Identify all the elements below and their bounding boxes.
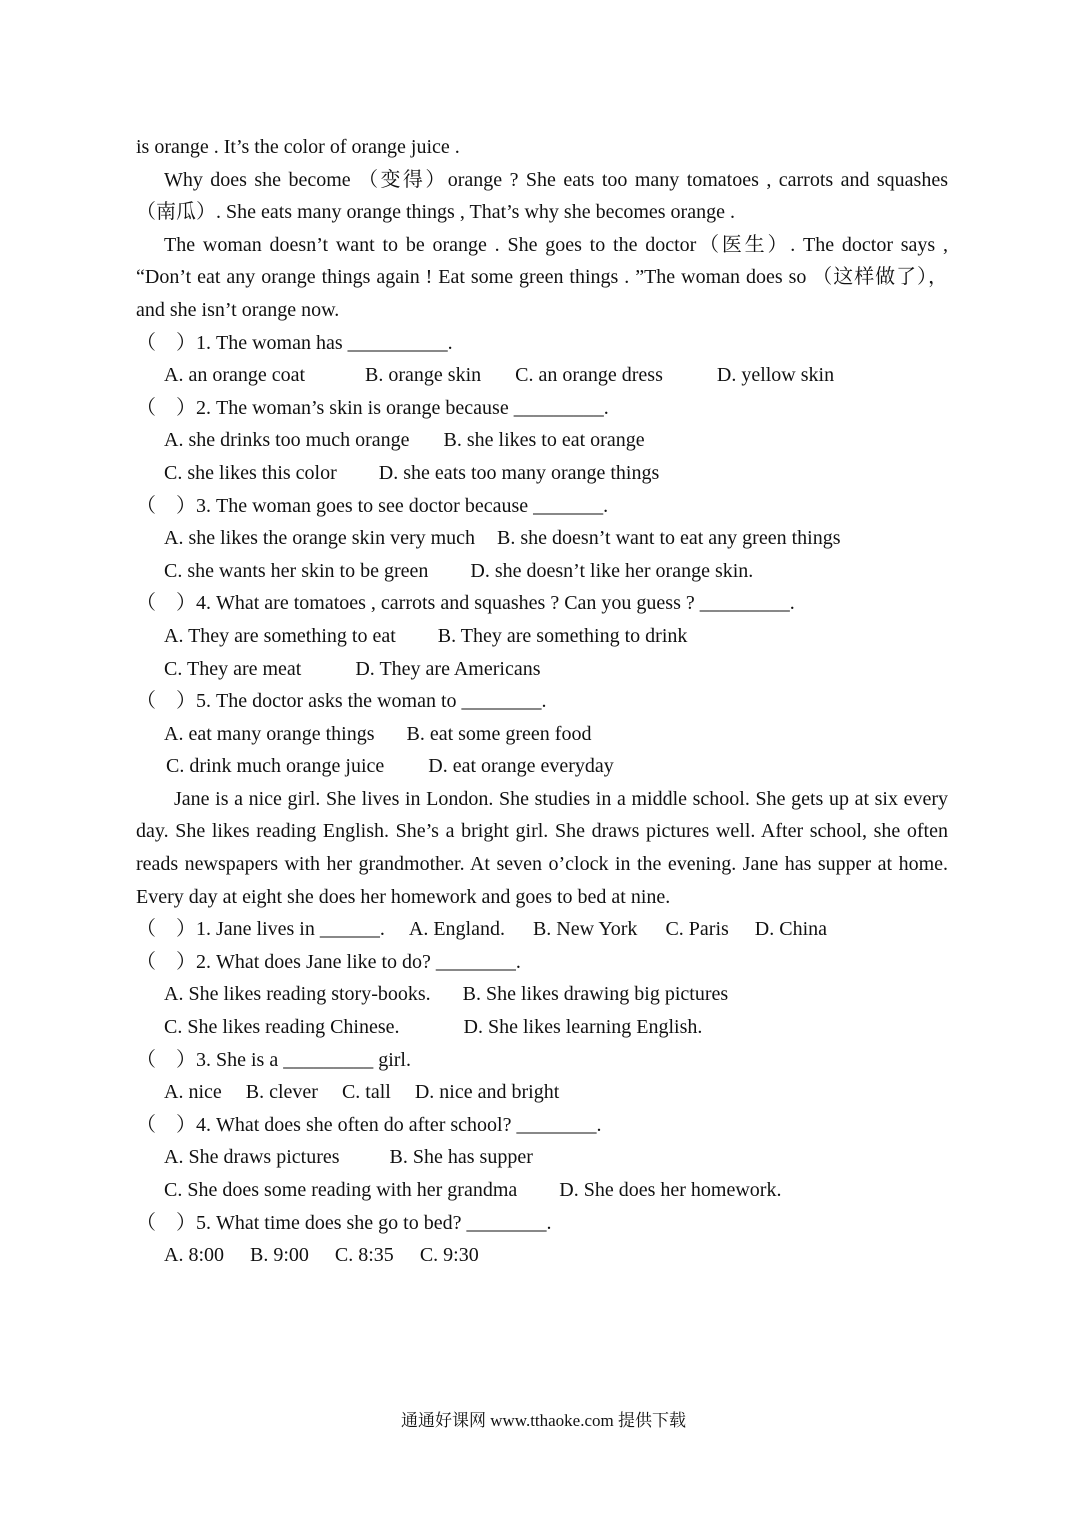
- option-d: C. 9:30: [419, 1244, 479, 1267]
- question-1-4-options-ab: [136, 620, 948, 653]
- question-1-3-options-cd: [136, 555, 948, 588]
- option-d: D. She likes learning English.: [463, 1016, 703, 1039]
- option-d: D. she eats too many orange things: [378, 461, 660, 484]
- option-d: D. she doesn’t like her orange skin.: [470, 559, 754, 582]
- question-1-3-options-ab: [136, 522, 948, 555]
- option-c: C. she likes this color: [164, 461, 337, 484]
- question-2-2-options-cd: [136, 1011, 948, 1044]
- question-1-4-options-cd: [136, 653, 948, 686]
- question-2-5-options: [136, 1239, 948, 1272]
- option-b: B. New York: [532, 918, 638, 941]
- passage1-paragraph-3: The woman doesn’t want to be orange . She goes to the doctor（医生）. The doctor says , “Don’t eat any orange things again ! Eat some green things . ”The woman does so （这样做了），and she isn’t orange now.: [136, 233, 948, 321]
- question-1-1: （ ）1. The woman has __________.: [136, 331, 453, 354]
- question-2-2-options-ab: [136, 978, 948, 1011]
- option-d: D. yellow skin: [716, 364, 835, 387]
- question-1-5-options-ab: [136, 718, 948, 751]
- option-b: B. eat some green food: [406, 722, 592, 745]
- option-a: A. nice: [164, 1081, 222, 1104]
- option-d: D. nice and bright: [414, 1081, 560, 1104]
- question-1-2: （ ）2. The woman’s skin is orange because _________.: [136, 396, 609, 419]
- option-c: C. She does some reading with her grandma: [164, 1179, 518, 1201]
- option-a: A. They are something to eat: [164, 624, 396, 647]
- passage2-paragraph: Jane is a nice girl. She lives in London. She studies in a middle school. She gets up at six every day. She likes reading English. She’s a bright girl. She draws pictures well. After school, she often reads newspapers with her grandmother. At seven o’clock in the evening. Jane has supper at home. Every day at eight she does her homework and goes to bed at nine.: [136, 787, 948, 908]
- question-1-5: （ ）5. The doctor asks the woman to ________.: [136, 690, 547, 713]
- option-c: C. drink much orange juice: [166, 755, 385, 778]
- question-1-5-options-cd: [136, 750, 948, 783]
- option-b: B. she likes to eat orange: [443, 429, 645, 452]
- option-b: B. clever: [245, 1081, 318, 1104]
- option-a: A. an orange coat: [164, 364, 306, 387]
- option-c: C. tall: [341, 1081, 391, 1104]
- question-2-4: （ ）4. What does she often do after school? ________.: [136, 1113, 602, 1136]
- option-d: D. They are Americans: [355, 657, 541, 680]
- option-a: A. eat many orange things: [164, 722, 375, 745]
- question-1-1-options: [136, 359, 948, 392]
- option-a: A. She likes reading story-books.: [164, 983, 431, 1006]
- option-c: C. Paris: [665, 918, 729, 941]
- question-1-3: （ ）3. The woman goes to see doctor because _______.: [136, 494, 609, 517]
- question-2-3: （ ）3. She is a _________ girl.: [136, 1048, 411, 1071]
- option-b: B. she doesn’t want to eat any green things: [497, 527, 841, 550]
- option-b: B. She likes drawing big pictures: [462, 983, 729, 1006]
- question-1-2-options-ab: [136, 424, 948, 457]
- question-2-5: （ ）5. What time does she go to bed? ________.: [136, 1211, 552, 1234]
- option-a: A. She draws pictures: [164, 1146, 340, 1169]
- page-footer: 通通好课网 www.tthaoke.com 提供下载: [400, 1411, 687, 1430]
- option-b: B. orange skin: [365, 364, 482, 387]
- option-b: B. They are something to drink: [437, 624, 688, 647]
- option-c: C. 8:35: [334, 1244, 394, 1267]
- passage1-paragraph-2: Why does she become （变得）orange ? She eats too many tomatoes , carrots and squashes （南瓜）. She eats many orange things , That’s why she becomes orange .: [136, 168, 948, 224]
- question-2-2: （ ）2. What does Jane like to do? ________.: [136, 950, 521, 973]
- worksheet-page: [136, 131, 948, 1272]
- option-a: A. she drinks too much orange: [164, 429, 410, 452]
- option-c: C. She likes reading Chinese.: [164, 1016, 400, 1039]
- option-d: D. She does her homework.: [559, 1179, 782, 1201]
- option-b: B. 9:00: [250, 1244, 309, 1267]
- option-a: A. 8:00: [164, 1244, 224, 1267]
- option-d: D. eat orange everyday: [428, 755, 614, 778]
- question-2-4-options-ab: [136, 1141, 948, 1174]
- option-d: D. China: [754, 918, 827, 941]
- question-1-4: （ ）4. What are tomatoes , carrots and squashes ? Can you guess ? _________.: [136, 592, 795, 615]
- question-2-4-options-cd: [136, 1174, 948, 1207]
- option-a: A. England.: [408, 918, 505, 941]
- option-c: C. They are meat: [164, 657, 302, 680]
- question-2-1-stem: （ ）1. Jane lives in ______.: [136, 918, 385, 941]
- option-c: C. she wants her skin to be green: [164, 559, 429, 582]
- question-1-2-options-cd: [136, 457, 948, 490]
- passage1-paragraph-1: is orange . It’s the color of orange juice .: [136, 136, 460, 158]
- question-2-3-options: [136, 1076, 948, 1109]
- question-2-1: [136, 913, 948, 946]
- option-b: B. She has supper: [389, 1146, 533, 1169]
- option-a: A. she likes the orange skin very much: [164, 527, 476, 550]
- option-c: C. an orange dress: [515, 364, 663, 387]
